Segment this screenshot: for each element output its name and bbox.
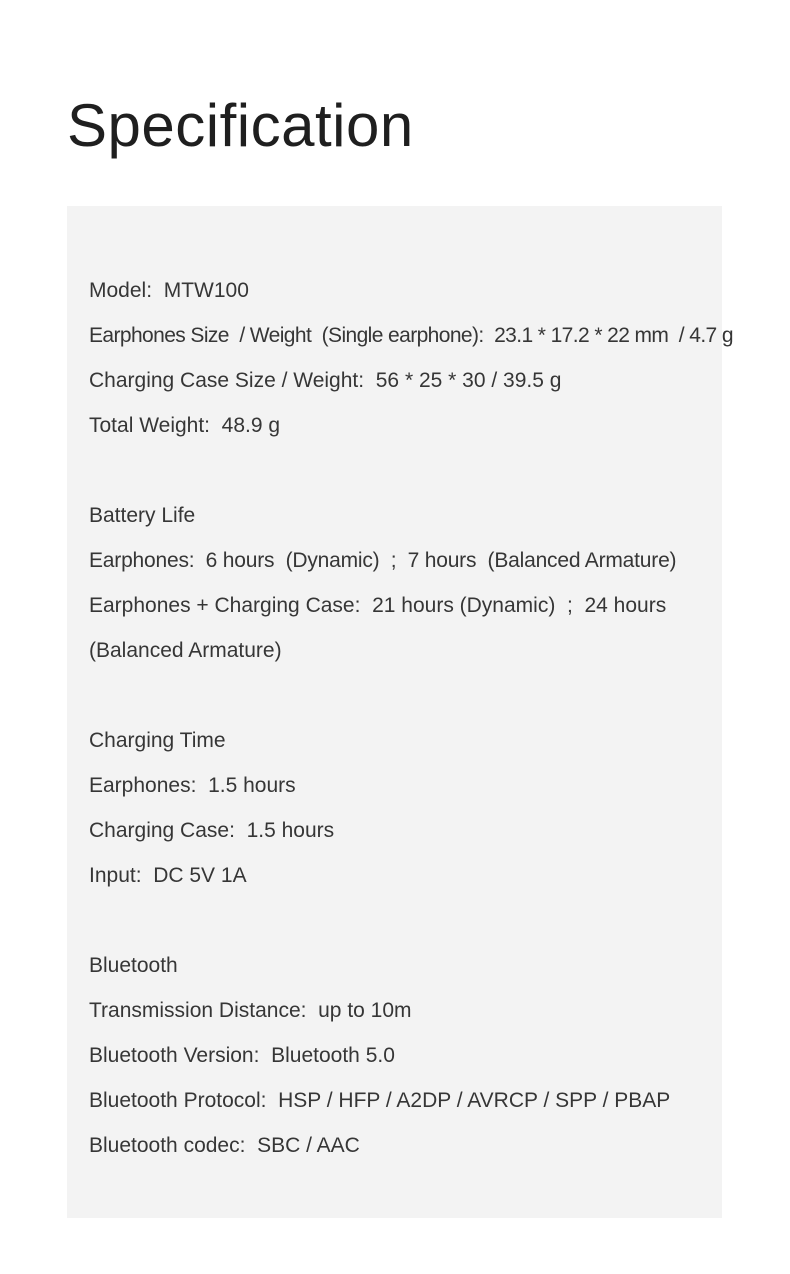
spec-earphones-charging-time: Earphones: 1.5 hours [89,774,296,797]
spec-panel [67,206,733,1218]
section-gap [89,448,712,493]
spec-case-charging-time: Charging Case: 1.5 hours [89,819,335,842]
charging-time-section [89,718,712,898]
spec-case-battery-continued: (Balanced Armature) [89,639,282,662]
section-heading-bluetooth: Bluetooth [89,954,178,977]
spec-transmission-distance: Transmission Distance: up to 10m [89,999,412,1022]
spec-input: Input: DC 5V 1A [89,864,247,887]
section-gap [89,898,712,943]
spec-bluetooth-protocol: Bluetooth Protocol: HSP / HFP / A2DP / AVRCP / SPP / PBAP [89,1089,671,1112]
section-heading-battery-life: Battery Life [89,504,196,527]
spec-earphone-size-weight: Earphones Size / Weight (Single earphone): 23.1 * 17.2 * 22 mm / 4.7 g [89,324,733,347]
spec-bluetooth-version: Bluetooth Version: Bluetooth 5.0 [89,1044,395,1067]
spec-earphones-battery: Earphones: 6 hours (Dynamic) ; 7 hours (Balanced Armature) [89,549,677,572]
spec-total-weight: Total Weight: 48.9 g [89,414,281,437]
section-gap [89,673,712,718]
bluetooth-section [89,943,712,1168]
spec-case-size-weight: Charging Case Size / Weight: 56 * 25 * 30 / 39.5 g [89,369,562,392]
battery-life-section [89,493,712,673]
page-title: Specification [67,92,414,159]
spec-case-battery: Earphones + Charging Case: 21 hours (Dynamic) ; 24 hours [89,594,667,617]
spec-model: Model: MTW100 [89,279,249,302]
spec-bluetooth-codec: Bluetooth codec: SBC / AAC [89,1134,360,1157]
general-section [89,268,733,448]
section-heading-charging-time: Charging Time [89,729,226,752]
